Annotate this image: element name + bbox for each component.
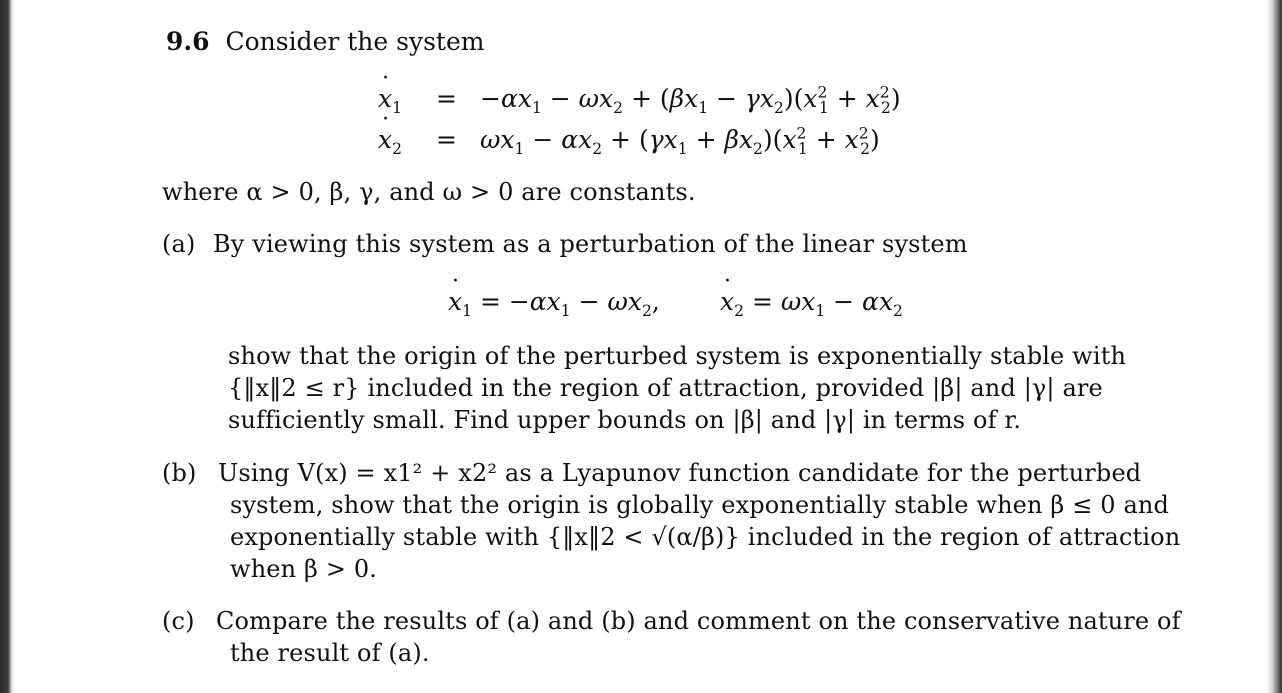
system-eq2-rhs: $\omega x_1 - \alpha x_2 + (\gamma x_1 + \beta x_2)(x^2_1 + x^2_2)$ bbox=[480, 124, 880, 158]
part-c-label: (c) bbox=[162, 607, 195, 635]
part-b-line3: exponentially stable with {‖x‖2 < √(α/β)} included in the region of attraction bbox=[230, 523, 1181, 551]
part-b-label: (b) bbox=[162, 459, 197, 487]
part-b-line4: when β > 0. bbox=[230, 555, 378, 583]
problem-intro: Consider the system bbox=[225, 27, 485, 56]
part-a-label: (a) bbox=[162, 230, 196, 258]
part-a-line3: {‖x‖2 ≤ r} included in the region of attraction, provided |β| and |γ| are bbox=[228, 374, 1103, 402]
system-eq2-rel: = bbox=[436, 125, 457, 154]
linear-eq2: x $˙_2 = \omega x_1 - \alpha x_2$ bbox=[720, 287, 903, 316]
system-eq1-rhs: $-\alpha x_1 - \omega x_2 + (\beta x_1 - \gamma x_2)(x^2_1 + x^2_2)$ bbox=[480, 83, 901, 117]
part-a-line1: By viewing this system as a perturbation of the linear system bbox=[213, 230, 968, 258]
system-eq1-rel: = bbox=[436, 84, 457, 113]
problem-number: 9.6 bbox=[166, 27, 210, 56]
part-a-line2: show that the origin of the perturbed system is exponentially stable with bbox=[228, 342, 1127, 370]
system-eq1-lhs: x $˙_1$ bbox=[378, 84, 402, 113]
constants-text: where α > 0, β, γ, and ω > 0 are constants. bbox=[162, 178, 696, 206]
problem-header bbox=[166, 27, 484, 56]
part-b-line1: Using V(x) = x1² + x2² as a Lyapunov function candidate for the perturbed bbox=[218, 459, 1142, 487]
part-c-line2: the result of (a). bbox=[230, 639, 430, 667]
part-b-line2: system, show that the origin is globally exponentially stable when β ≤ 0 and bbox=[230, 491, 1170, 519]
part-a-line4: sufficiently small. Find upper bounds on |β| and |γ| in terms of r. bbox=[228, 406, 1022, 434]
linear-eq1: x $˙_1 = -\alpha x_1 - \omega x_2$, bbox=[448, 287, 660, 316]
part-c-line1: Compare the results of (a) and (b) and comment on the conservative nature of bbox=[216, 607, 1181, 635]
system-eq2-lhs: x $˙_2$ bbox=[378, 125, 402, 154]
